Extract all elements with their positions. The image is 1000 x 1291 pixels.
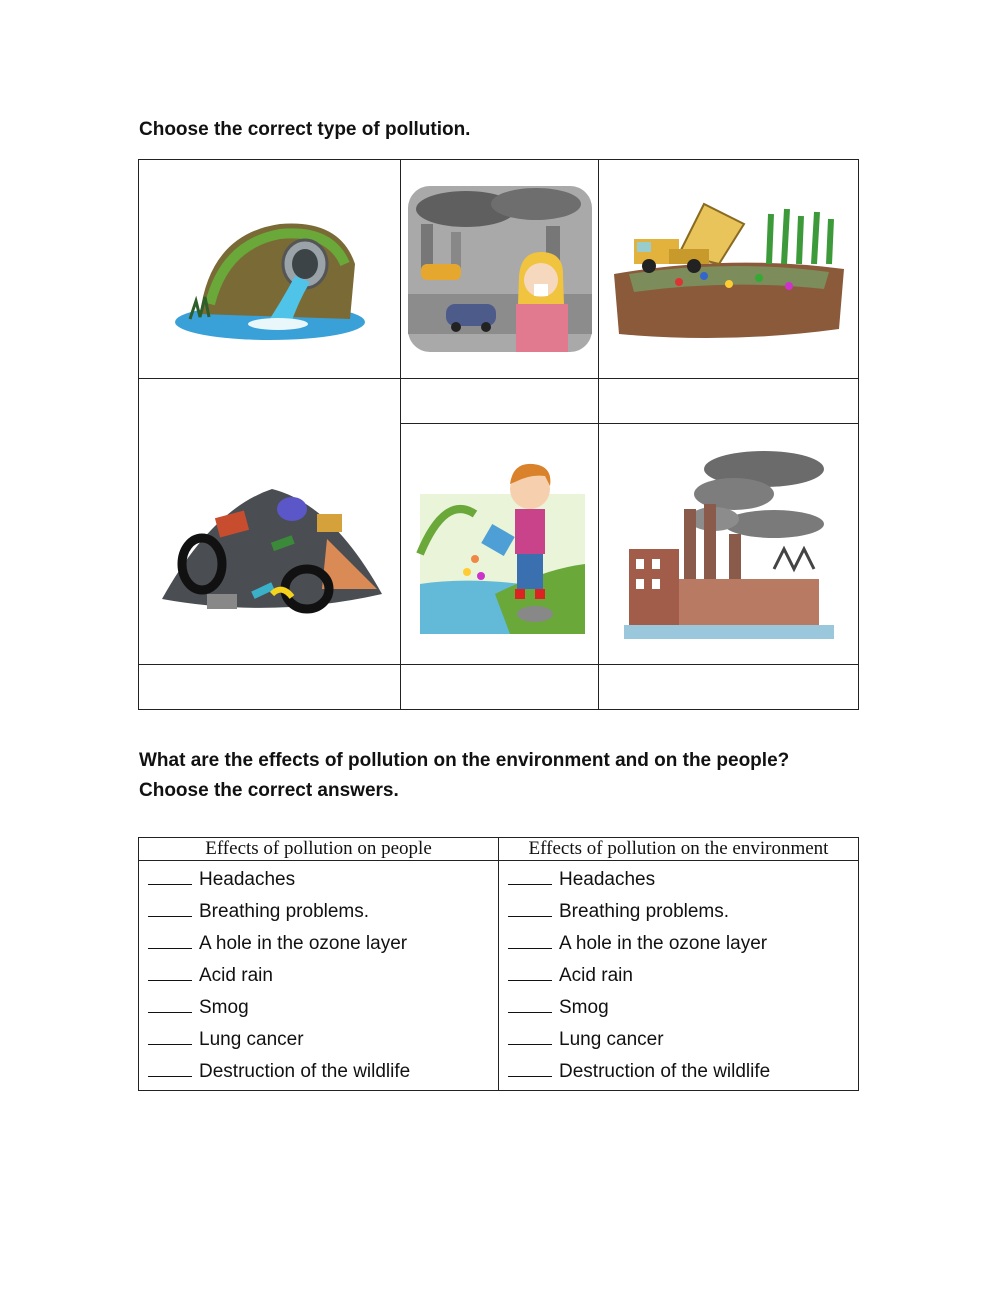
option-item[interactable]: A hole in the ozone layer [148, 928, 498, 960]
option-item[interactable]: A hole in the ozone layer [508, 928, 858, 960]
option-item[interactable]: Destruction of the wildlife [148, 1056, 498, 1088]
factory-smoke-icon [624, 449, 834, 639]
header-effects-on-environment: Effects of pollution on the environment [499, 838, 859, 861]
answer-cell-1[interactable] [139, 379, 400, 423]
answer-blank[interactable] [148, 930, 192, 949]
answer-cell-4[interactable] [139, 665, 400, 709]
answer-blank[interactable] [508, 866, 552, 885]
option-item[interactable]: Destruction of the wildlife [508, 1056, 858, 1088]
option-item[interactable]: Breathing problems. [148, 896, 498, 928]
answer-blank[interactable] [148, 994, 192, 1013]
section-subtitle-effects: Choose the correct answers. [139, 780, 399, 801]
answer-cell-2[interactable] [401, 379, 598, 423]
answer-blank[interactable] [148, 1058, 192, 1077]
air-pollution-traffic-icon [406, 184, 594, 354]
water-pollution-pipe-icon [170, 194, 370, 344]
option-item[interactable]: Lung cancer [148, 1024, 498, 1056]
option-item[interactable]: Smog [148, 992, 498, 1024]
effects-table [138, 837, 859, 1091]
option-item[interactable]: Headaches [508, 864, 858, 896]
answer-blank[interactable] [508, 930, 552, 949]
answer-cell-3[interactable] [599, 379, 858, 423]
answer-blank[interactable] [148, 898, 192, 917]
header-effects-on-people: Effects of pollution on people [139, 838, 499, 861]
child-dumping-trash-in-water-icon [415, 454, 585, 634]
people-options-column [139, 861, 499, 1091]
answer-blank[interactable] [508, 1058, 552, 1077]
answer-blank[interactable] [508, 1026, 552, 1045]
answer-cell-6[interactable] [599, 665, 858, 709]
answer-blank[interactable] [508, 962, 552, 981]
answer-blank[interactable] [148, 1026, 192, 1045]
answer-blank[interactable] [148, 962, 192, 981]
garbage-pile-icon [152, 469, 388, 619]
option-item[interactable]: Headaches [148, 864, 498, 896]
section-title-pollution-types: Choose the correct type of pollution. [139, 119, 471, 140]
pollution-picture-grid [138, 159, 859, 710]
answer-blank[interactable] [508, 898, 552, 917]
answer-blank[interactable] [508, 994, 552, 1013]
option-item[interactable]: Breathing problems. [508, 896, 858, 928]
option-item[interactable]: Acid rain [148, 960, 498, 992]
option-item[interactable]: Acid rain [508, 960, 858, 992]
option-item[interactable]: Smog [508, 992, 858, 1024]
answer-cell-5[interactable] [401, 665, 598, 709]
option-item[interactable]: Lung cancer [508, 1024, 858, 1056]
land-pollution-dump-truck-icon [609, 194, 849, 344]
answer-blank[interactable] [148, 866, 192, 885]
section-title-effects: What are the effects of pollution on the environment and on the people? [139, 750, 790, 771]
environment-options-column [499, 861, 859, 1091]
